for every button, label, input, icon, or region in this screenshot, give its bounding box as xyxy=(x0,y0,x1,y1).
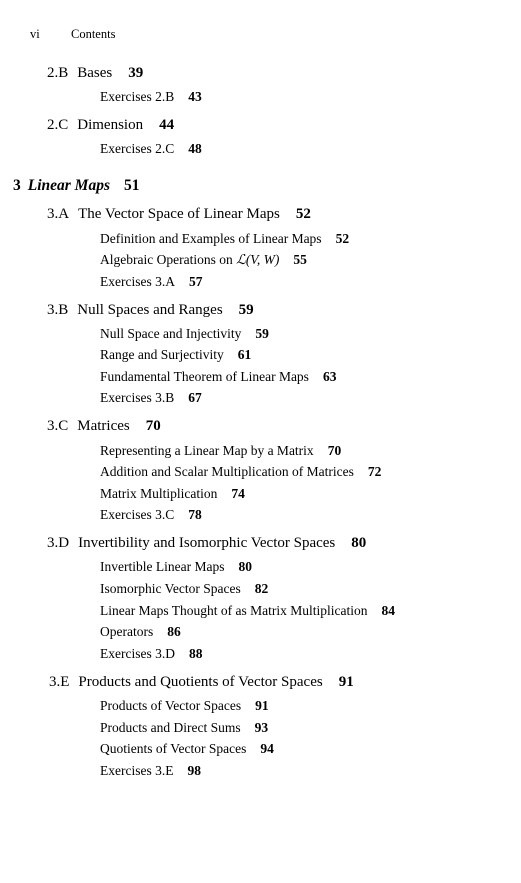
page-ref: 44 xyxy=(159,117,175,133)
page-ref: 52 xyxy=(335,231,350,246)
page-ref: 78 xyxy=(188,507,202,522)
section-title: Null Spaces and Ranges xyxy=(77,302,223,318)
entry-title: Algebraic Operations on xyxy=(100,252,233,267)
chapter-number: 3 xyxy=(13,177,21,194)
section-number: 3.E xyxy=(49,674,70,690)
section-title: Matrices xyxy=(77,418,130,434)
toc-entry[interactable] xyxy=(100,486,245,502)
section-number: 2.B xyxy=(47,65,69,81)
toc-entry[interactable] xyxy=(100,231,349,247)
toc-entry[interactable] xyxy=(100,741,274,757)
section-number: 3.D xyxy=(47,535,70,551)
section-number: 2.C xyxy=(47,117,69,133)
toc-section-2c[interactable] xyxy=(47,117,174,134)
toc-entry[interactable] xyxy=(100,347,251,363)
toc-entry[interactable] xyxy=(100,507,202,523)
entry-title: Linear Maps Thought of as Matrix Multiplication xyxy=(100,603,368,618)
entry-title: Definition and Examples of Linear Maps xyxy=(100,231,322,246)
entry-title: Exercises 3.D xyxy=(100,646,175,661)
page-ref: 72 xyxy=(367,464,382,479)
toc-entry[interactable] xyxy=(100,763,201,779)
section-title: Invertibility and Isomorphic Vector Spaces xyxy=(78,535,336,551)
entry-title: Products of Vector Spaces xyxy=(100,698,242,713)
page-header xyxy=(30,27,116,42)
page-ref: 91 xyxy=(338,674,354,690)
page-ref: 91 xyxy=(255,698,269,713)
section-number: 3.C xyxy=(47,418,69,434)
toc-entry[interactable] xyxy=(100,326,269,342)
page-ref: 70 xyxy=(145,418,161,434)
toc-entry[interactable] xyxy=(100,274,202,290)
toc-section-3b[interactable] xyxy=(47,302,254,319)
toc-section-3c[interactable] xyxy=(47,418,161,435)
page-ref: 59 xyxy=(255,326,269,341)
entry-title: Exercises 3.A xyxy=(100,274,175,289)
page-ref: 93 xyxy=(254,720,269,735)
page-number: vi xyxy=(30,27,40,41)
page-ref: 86 xyxy=(167,624,181,639)
page-ref: 59 xyxy=(238,302,254,318)
toc-entry[interactable] xyxy=(100,624,181,640)
toc-section-3e[interactable] xyxy=(49,674,354,691)
running-title: Contents xyxy=(71,27,116,41)
toc-entry[interactable] xyxy=(100,390,202,406)
entry-title: Products and Direct Sums xyxy=(100,720,241,735)
page-ref: 39 xyxy=(128,65,144,81)
math-expression: ℒ(V, W) xyxy=(236,252,280,267)
page-ref: 80 xyxy=(238,559,252,574)
entry-title: Exercises 3.E xyxy=(100,763,174,778)
page-ref: 67 xyxy=(188,390,202,405)
page-ref: 48 xyxy=(188,141,202,156)
toc-entry[interactable] xyxy=(100,559,252,575)
page-ref: 98 xyxy=(187,763,201,778)
section-number: 3.A xyxy=(47,206,70,222)
entry-title: Operators xyxy=(100,624,154,639)
toc-entry[interactable] xyxy=(100,720,268,736)
chapter-title: Linear Maps xyxy=(27,177,110,194)
section-title: Dimension xyxy=(77,117,144,133)
toc-chapter-3[interactable] xyxy=(13,177,140,195)
entry-title: Range and Surjectivity xyxy=(100,347,224,362)
toc-entry[interactable] xyxy=(100,443,341,459)
page-ref: 82 xyxy=(254,581,269,596)
entry-title: Matrix Multiplication xyxy=(100,486,218,501)
entry-title: Representing a Linear Map by a Matrix xyxy=(100,443,314,458)
toc-entry[interactable] xyxy=(100,698,269,714)
toc-entry[interactable] xyxy=(100,89,202,105)
toc-entry[interactable] xyxy=(100,464,381,480)
entry-title: Exercises 2.B xyxy=(100,89,175,104)
toc-entry[interactable] xyxy=(100,252,307,268)
page-ref: 51 xyxy=(124,177,140,194)
page-ref: 88 xyxy=(188,646,203,661)
toc-entry[interactable] xyxy=(100,603,395,619)
page-ref: 43 xyxy=(188,89,202,104)
toc-entry[interactable] xyxy=(100,646,202,662)
entry-title: Isomorphic Vector Spaces xyxy=(100,581,241,596)
page-ref: 94 xyxy=(260,741,274,756)
entry-title: Null Space and Injectivity xyxy=(100,326,242,341)
page-ref: 52 xyxy=(295,206,311,222)
page-ref: 55 xyxy=(293,252,307,267)
section-title: Bases xyxy=(77,65,113,81)
toc-entry[interactable] xyxy=(100,369,336,385)
entry-title: Invertible Linear Maps xyxy=(100,559,225,574)
section-number: 3.B xyxy=(47,302,69,318)
toc-section-3d[interactable] xyxy=(47,535,366,552)
page-ref: 61 xyxy=(237,347,252,362)
entry-title: Exercises 2.C xyxy=(100,141,175,156)
page-ref: 74 xyxy=(231,486,245,501)
entry-title: Exercises 3.B xyxy=(100,390,175,405)
toc-entry[interactable] xyxy=(100,141,202,157)
entry-title: Exercises 3.C xyxy=(100,507,175,522)
page-ref: 63 xyxy=(322,369,337,384)
entry-title: Fundamental Theorem of Linear Maps xyxy=(100,369,309,384)
toc-section-2b[interactable] xyxy=(47,65,143,82)
section-title: The Vector Space of Linear Maps xyxy=(78,206,280,222)
page-ref: 70 xyxy=(327,443,342,458)
toc-entry[interactable] xyxy=(100,581,268,597)
page-ref: 84 xyxy=(381,603,395,618)
toc-section-3a[interactable] xyxy=(47,206,311,223)
page-ref: 57 xyxy=(188,274,203,289)
page-ref: 80 xyxy=(351,535,367,551)
entry-title: Quotients of Vector Spaces xyxy=(100,741,247,756)
section-title: Products and Quotients of Vector Spaces xyxy=(78,674,323,690)
entry-title: Addition and Scalar Multiplication of Matrices xyxy=(100,464,354,479)
